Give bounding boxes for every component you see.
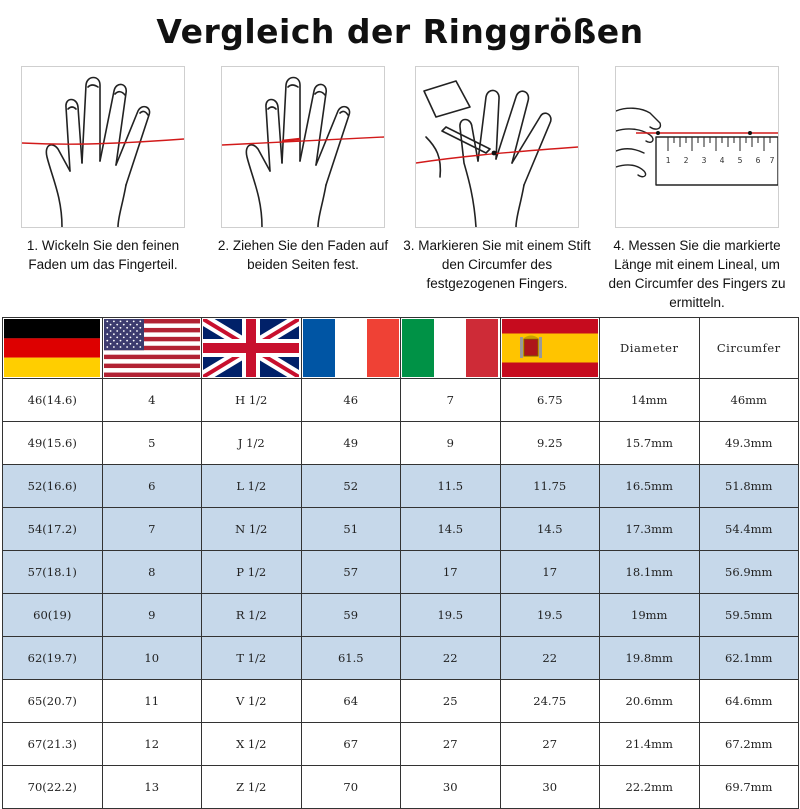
germany-flag-header bbox=[3, 318, 103, 379]
circumfer-header: Circumfer bbox=[699, 318, 799, 379]
circumfer-cell: 49.3mm bbox=[699, 422, 799, 465]
circumfer-cell: 54.4mm bbox=[699, 508, 799, 551]
es-size-cell: 14.5 bbox=[500, 508, 600, 551]
it-size-cell: 14.5 bbox=[401, 508, 501, 551]
germany-flag-icon bbox=[4, 319, 100, 377]
us-size-cell: 11 bbox=[102, 680, 202, 723]
es-size-cell: 24.75 bbox=[500, 680, 600, 723]
spain-flag-header bbox=[500, 318, 600, 379]
circumfer-cell: 59.5mm bbox=[699, 594, 799, 637]
it-size-cell: 25 bbox=[401, 680, 501, 723]
table-row bbox=[3, 551, 799, 594]
ruler-tick-6: 6 bbox=[755, 156, 761, 165]
uk-flag-header bbox=[202, 318, 302, 379]
ruler-tick-3: 3 bbox=[701, 156, 707, 165]
diameter-cell: 19.8mm bbox=[600, 637, 700, 680]
italy-flag-icon bbox=[402, 319, 498, 377]
fr-size-cell: 61.5 bbox=[301, 637, 401, 680]
es-size-cell: 27 bbox=[500, 723, 600, 766]
uk-size-cell: J 1/2 bbox=[202, 422, 302, 465]
table-row bbox=[3, 594, 799, 637]
italy-flag-header bbox=[401, 318, 501, 379]
eu-size-cell: 62(19.7) bbox=[3, 637, 103, 680]
diameter-cell: 17.3mm bbox=[600, 508, 700, 551]
step-4-caption: 4. Messen Sie die markierte Länge mit einem Lineal, um den Circumfer des Fingers zu ermitteln. bbox=[608, 238, 786, 310]
fr-size-cell: 70 bbox=[301, 766, 401, 809]
table-row bbox=[3, 465, 799, 508]
step-2-caption: 2. Ziehen Sie den Faden auf beiden Seiten fest. bbox=[217, 238, 389, 272]
us-size-cell: 6 bbox=[102, 465, 202, 508]
diameter-cell: 18.1mm bbox=[600, 551, 700, 594]
table-row bbox=[3, 680, 799, 723]
circumfer-cell: 56.9mm bbox=[699, 551, 799, 594]
ruler-tick-5: 5 bbox=[737, 156, 743, 165]
ruler-tick-1: 1 bbox=[665, 156, 671, 165]
eu-size-cell: 70(22.2) bbox=[3, 766, 103, 809]
france-flag-header bbox=[301, 318, 401, 379]
circumfer-cell: 51.8mm bbox=[699, 465, 799, 508]
us-size-cell: 9 bbox=[102, 594, 202, 637]
ruler-tick-4: 4 bbox=[719, 156, 725, 165]
table-row bbox=[3, 508, 799, 551]
ring-size-table bbox=[2, 317, 799, 809]
hand-pen-mark-icon bbox=[415, 66, 579, 228]
table-row bbox=[3, 723, 799, 766]
diameter-cell: 14mm bbox=[600, 379, 700, 422]
step-2 bbox=[208, 66, 398, 274]
it-size-cell: 17 bbox=[401, 551, 501, 594]
diameter-cell: 16.5mm bbox=[600, 465, 700, 508]
uk-size-cell: R 1/2 bbox=[202, 594, 302, 637]
diameter-cell: 15.7mm bbox=[600, 422, 700, 465]
uk-size-cell: H 1/2 bbox=[202, 379, 302, 422]
step-1 bbox=[8, 66, 198, 274]
circumfer-cell: 46mm bbox=[699, 379, 799, 422]
es-size-cell: 19.5 bbox=[500, 594, 600, 637]
es-size-cell: 6.75 bbox=[500, 379, 600, 422]
step-3-caption: 3. Markieren Sie mit einem Stift den Circumfer des festgezogenen Fingers. bbox=[403, 238, 591, 291]
es-size-cell: 9.25 bbox=[500, 422, 600, 465]
fr-size-cell: 64 bbox=[301, 680, 401, 723]
table-row bbox=[3, 637, 799, 680]
eu-size-cell: 60(19) bbox=[3, 594, 103, 637]
fr-size-cell: 52 bbox=[301, 465, 401, 508]
table-header-row bbox=[3, 318, 799, 379]
us-size-cell: 13 bbox=[102, 766, 202, 809]
it-size-cell: 27 bbox=[401, 723, 501, 766]
fr-size-cell: 46 bbox=[301, 379, 401, 422]
eu-size-cell: 52(16.6) bbox=[3, 465, 103, 508]
it-size-cell: 7 bbox=[401, 379, 501, 422]
uk-size-cell: N 1/2 bbox=[202, 508, 302, 551]
us-size-cell: 7 bbox=[102, 508, 202, 551]
table-row bbox=[3, 766, 799, 809]
page-title: Vergleich der Ringgrößen bbox=[156, 12, 644, 51]
diameter-cell: 19mm bbox=[600, 594, 700, 637]
uk-size-cell: V 1/2 bbox=[202, 680, 302, 723]
diameter-cell: 21.4mm bbox=[600, 723, 700, 766]
it-size-cell: 30 bbox=[401, 766, 501, 809]
hand-tighten-icon bbox=[221, 66, 385, 228]
it-size-cell: 22 bbox=[401, 637, 501, 680]
fr-size-cell: 59 bbox=[301, 594, 401, 637]
france-flag-icon bbox=[303, 319, 399, 377]
fr-size-cell: 67 bbox=[301, 723, 401, 766]
it-size-cell: 9 bbox=[401, 422, 501, 465]
es-size-cell: 22 bbox=[500, 637, 600, 680]
eu-size-cell: 46(14.6) bbox=[3, 379, 103, 422]
diameter-cell: 22.2mm bbox=[600, 766, 700, 809]
uk-size-cell: P 1/2 bbox=[202, 551, 302, 594]
uk-size-cell: L 1/2 bbox=[202, 465, 302, 508]
ruler-tick-7: 7 bbox=[769, 156, 775, 165]
us-size-cell: 8 bbox=[102, 551, 202, 594]
eu-size-cell: 54(17.2) bbox=[3, 508, 103, 551]
uk-size-cell: T 1/2 bbox=[202, 637, 302, 680]
eu-size-cell: 49(15.6) bbox=[3, 422, 103, 465]
diameter-cell: 20.6mm bbox=[600, 680, 700, 723]
step-3 bbox=[402, 66, 592, 293]
table-row bbox=[3, 379, 799, 422]
step-4 bbox=[602, 66, 792, 312]
eu-size-cell: 65(20.7) bbox=[3, 680, 103, 723]
eu-size-cell: 67(21.3) bbox=[3, 723, 103, 766]
it-size-cell: 19.5 bbox=[401, 594, 501, 637]
diameter-header: Diameter bbox=[600, 318, 700, 379]
us-size-cell: 12 bbox=[102, 723, 202, 766]
uk-flag-icon bbox=[203, 319, 299, 377]
us-size-cell: 4 bbox=[102, 379, 202, 422]
fr-size-cell: 49 bbox=[301, 422, 401, 465]
usa-flag-icon bbox=[104, 319, 200, 377]
fr-size-cell: 51 bbox=[301, 508, 401, 551]
ruler-measure-icon bbox=[615, 66, 779, 228]
circumfer-cell: 64.6mm bbox=[699, 680, 799, 723]
circumfer-cell: 69.7mm bbox=[699, 766, 799, 809]
spain-flag-icon bbox=[502, 319, 598, 377]
us-size-cell: 10 bbox=[102, 637, 202, 680]
circumfer-cell: 62.1mm bbox=[699, 637, 799, 680]
es-size-cell: 30 bbox=[500, 766, 600, 809]
step-1-caption: 1. Wickeln Sie den feinen Faden um das Fingerteil. bbox=[26, 238, 180, 272]
es-size-cell: 11.75 bbox=[500, 465, 600, 508]
table-row bbox=[3, 422, 799, 465]
es-size-cell: 17 bbox=[500, 551, 600, 594]
circumfer-cell: 67.2mm bbox=[699, 723, 799, 766]
fr-size-cell: 57 bbox=[301, 551, 401, 594]
it-size-cell: 11.5 bbox=[401, 465, 501, 508]
uk-size-cell: Z 1/2 bbox=[202, 766, 302, 809]
eu-size-cell: 57(18.1) bbox=[3, 551, 103, 594]
uk-size-cell: X 1/2 bbox=[202, 723, 302, 766]
ruler-tick-2: 2 bbox=[683, 156, 689, 165]
us-size-cell: 5 bbox=[102, 422, 202, 465]
usa-flag-header bbox=[102, 318, 202, 379]
hand-thread-icon bbox=[21, 66, 185, 228]
